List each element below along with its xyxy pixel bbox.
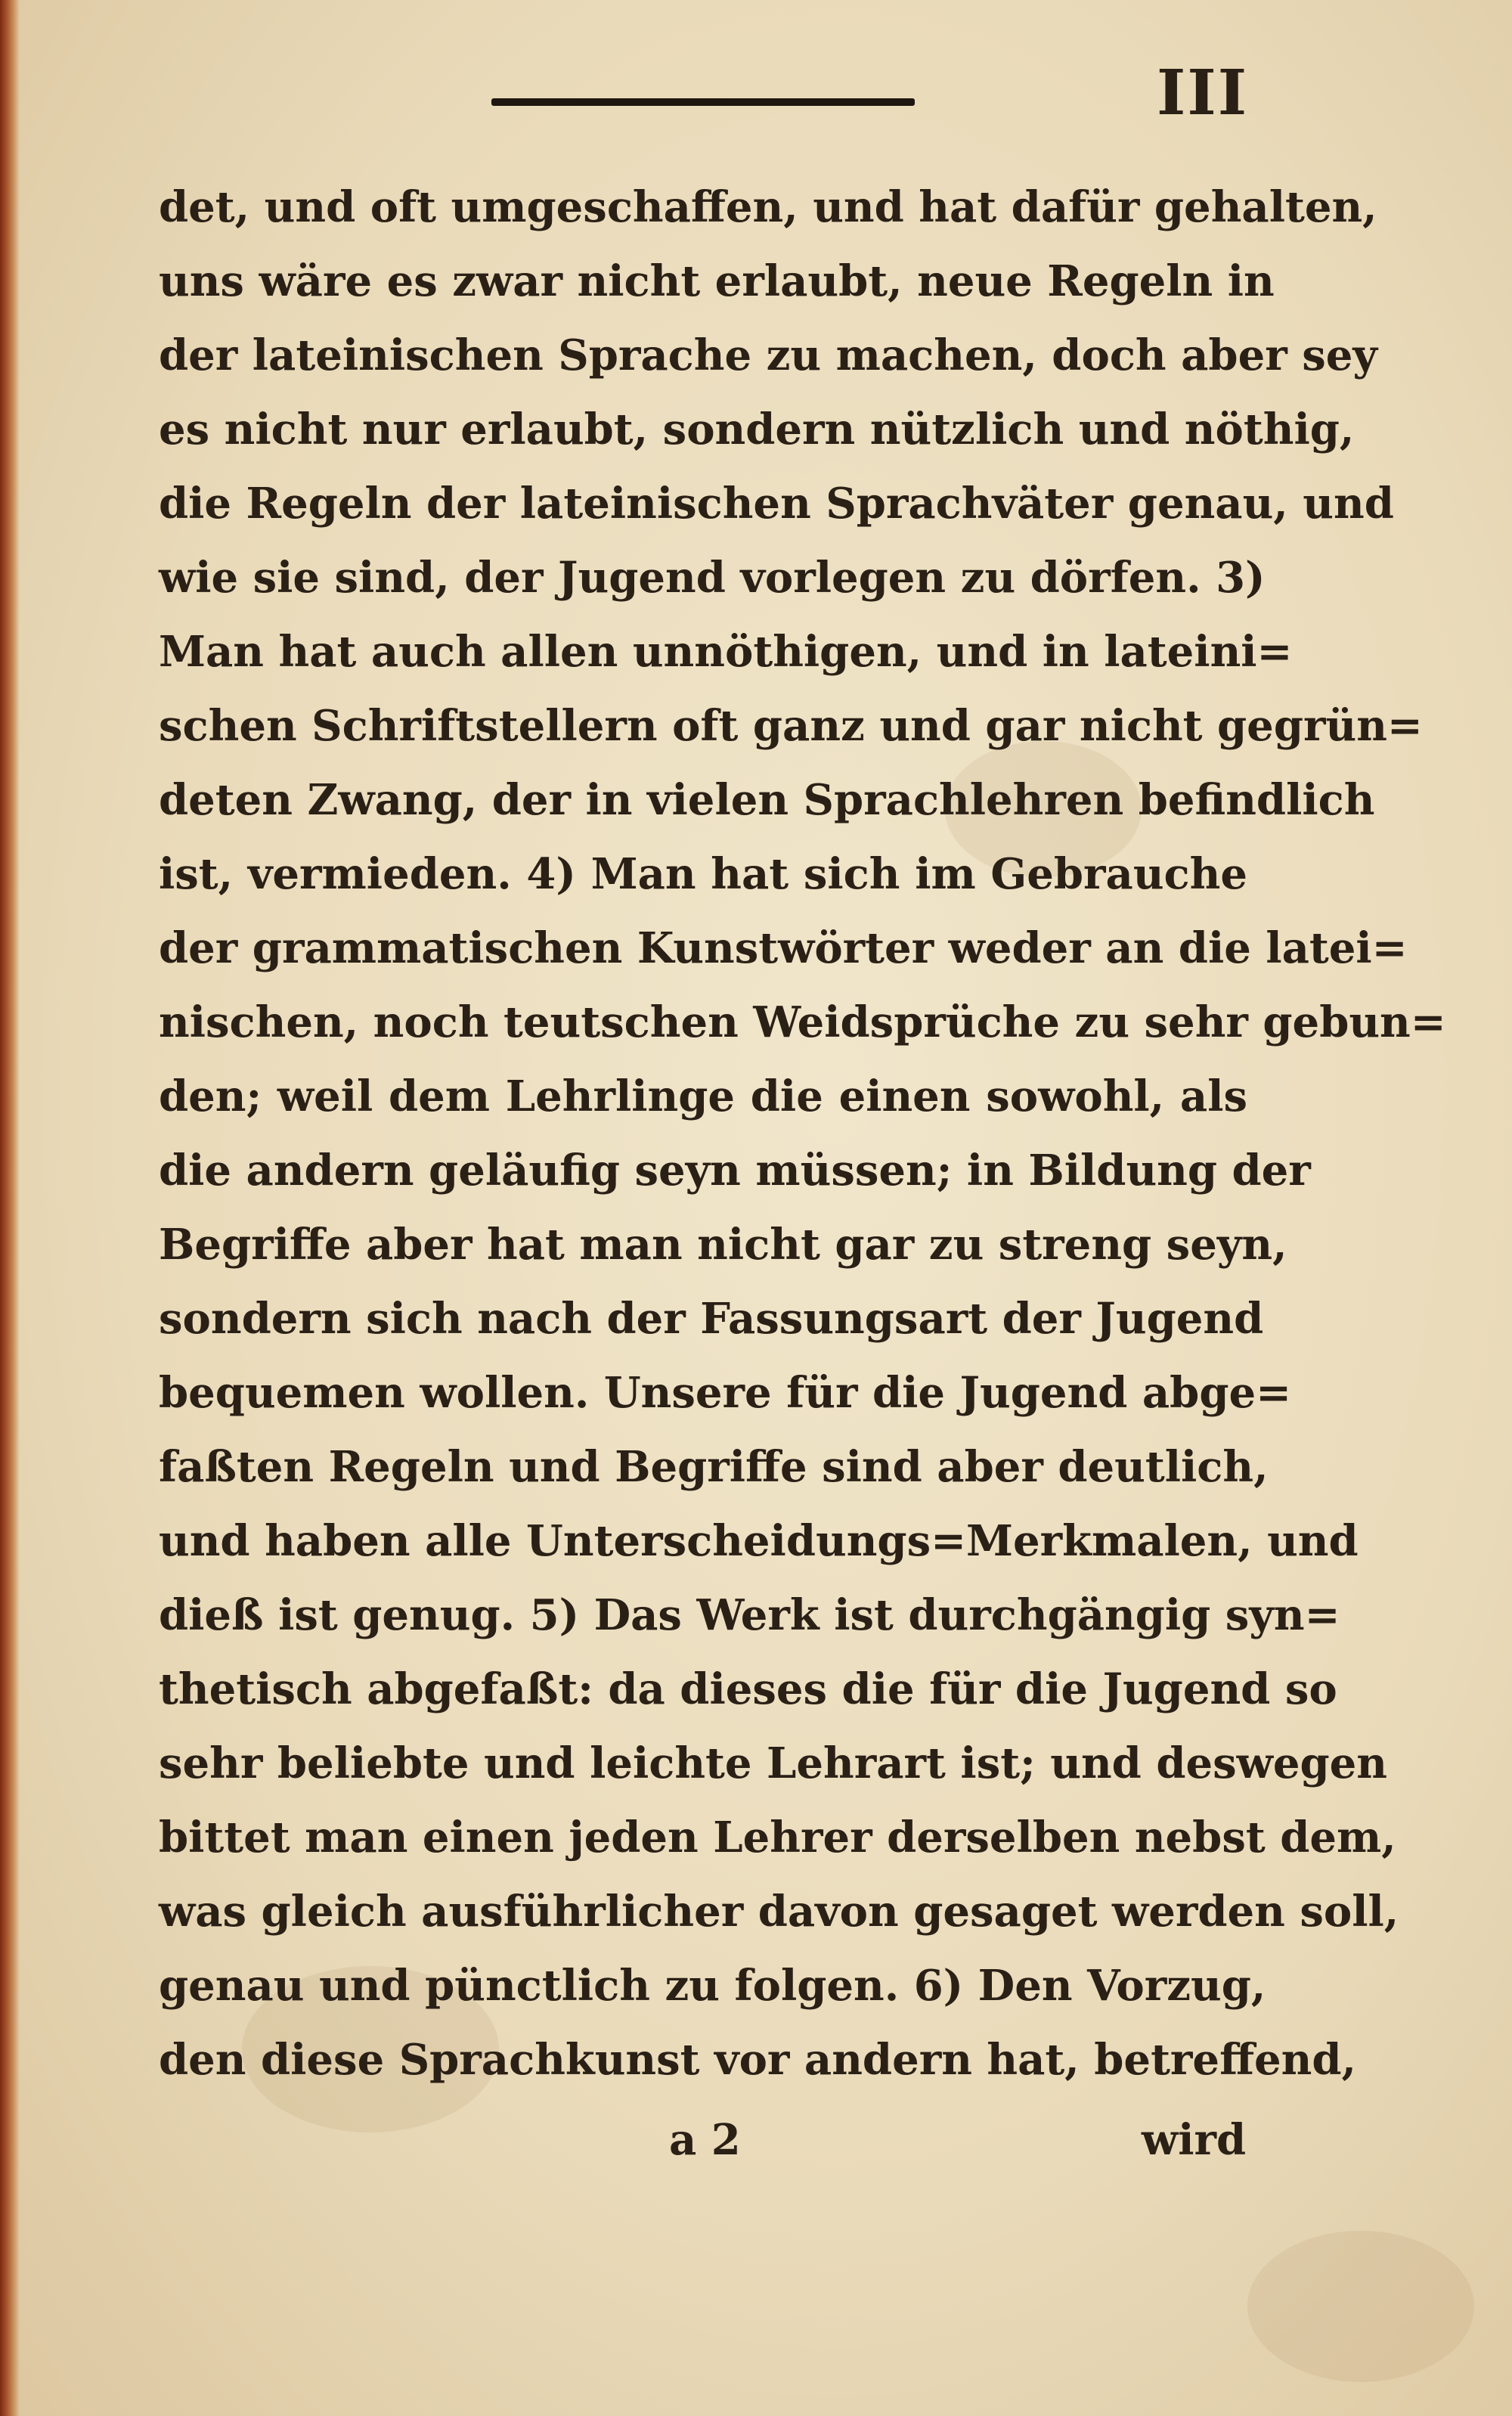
- text-line: faßten Regeln und Begriffe sind aber deutlich,: [159, 1442, 1269, 1492]
- signature-mark: a 2: [669, 2115, 741, 2165]
- text-line: deten Zwang, der in vielen Sprachlehren befindlich: [159, 775, 1375, 825]
- text-line: Man hat auch allen unnöthigen, und in lateini=: [159, 627, 1293, 677]
- page-number: III: [1157, 57, 1249, 129]
- text-line: thetisch abgefaßt: da dieses die für die Jugend so: [159, 1664, 1337, 1714]
- text-line: dieß ist genug. 5) Das Werk ist durchgängig syn=: [159, 1590, 1340, 1640]
- text-line: nischen, noch teutschen Weidsprüche zu sehr gebun=: [159, 997, 1446, 1047]
- text-line: uns wäre es zwar nicht erlaubt, neue Regeln in: [159, 256, 1275, 306]
- text-line: ist, vermieden. 4) Man hat sich im Gebrauche: [159, 849, 1247, 899]
- text-line: der grammatischen Kunstwörter weder an die latei=: [159, 923, 1408, 973]
- text-line: sehr beliebte und leichte Lehrart ist; und deswegen: [159, 1738, 1387, 1788]
- text-line: det, und oft umgeschaffen, und hat dafür gehalten,: [159, 182, 1377, 232]
- body-text: [159, 170, 1446, 2097]
- page-edge-stain: [0, 0, 20, 2416]
- text-line: schen Schriftstellern oft ganz und gar nicht gegrün=: [159, 701, 1423, 751]
- text-line: genau und pünctlich zu folgen. 6) Den Vorzug,: [159, 1961, 1266, 2011]
- text-line: und haben alle Unterscheidungs=Merkmalen, und: [159, 1516, 1359, 1566]
- text-line: den diese Sprachkunst vor andern hat, betreffend,: [159, 2035, 1357, 2085]
- text-line: Begriffe aber hat man nicht gar zu streng seyn,: [159, 1220, 1287, 1270]
- text-line: die andern geläufig seyn müssen; in Bildung der: [159, 1146, 1311, 1196]
- header-rule: [491, 98, 915, 106]
- text-line: bequemen wollen. Unsere für die Jugend abge=: [159, 1368, 1292, 1418]
- text-line: sondern sich nach der Fassungsart der Jugend: [159, 1294, 1264, 1344]
- text-line: die Regeln der lateinischen Sprachväter genau, und: [159, 479, 1394, 529]
- text-line: bittet man einen jeden Lehrer derselben nebst dem,: [159, 1813, 1396, 1862]
- catchword: wird: [1142, 2115, 1247, 2165]
- text-line: wie sie sind, der Jugend vorlegen zu dörfen. 3): [159, 553, 1266, 603]
- text-line: was gleich ausführlicher davon gesaget werden soll,: [159, 1887, 1399, 1937]
- text-line: den; weil dem Lehrlinge die einen sowohl, als: [159, 1072, 1247, 1121]
- paper-stain: [1247, 2231, 1474, 2382]
- page-footer: [0, 2110, 1512, 2170]
- text-line: es nicht nur erlaubt, sondern nützlich und nöthig,: [159, 405, 1355, 454]
- text-line: der lateinischen Sprache zu machen, doch aber sey: [159, 330, 1377, 380]
